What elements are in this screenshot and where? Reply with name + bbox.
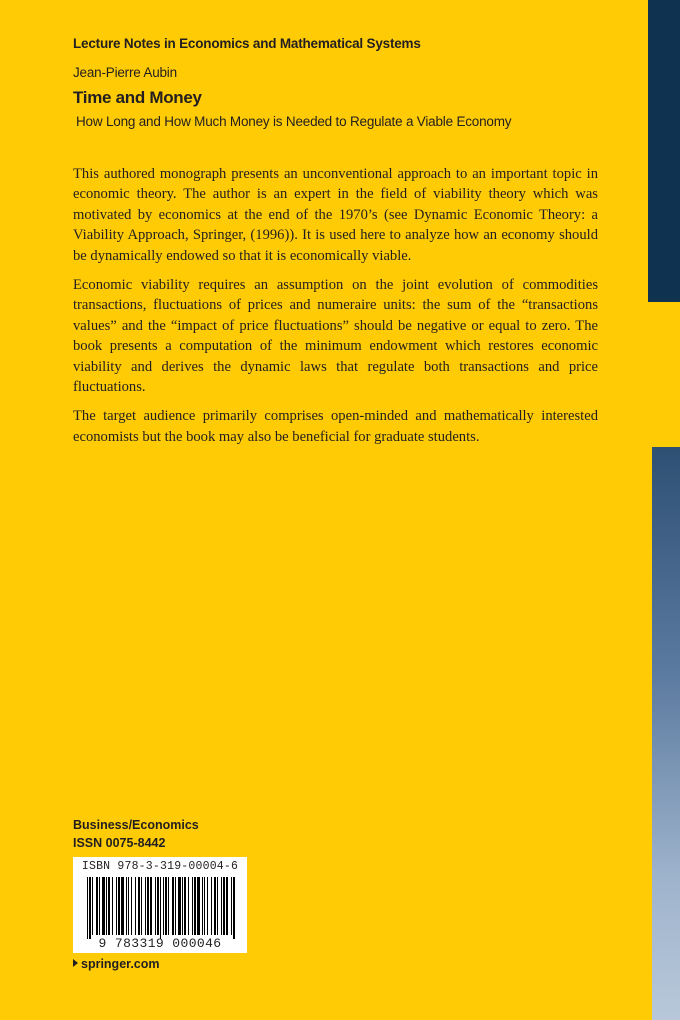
book-subtitle: How Long and How Much Money is Needed to Regulate a Viable Economy xyxy=(76,114,512,129)
spine-band-dark xyxy=(648,0,680,302)
blurb-paragraph-3: The target audience primarily comprises open-minded and mathematically interested economists but the book may also be beneficial for graduate students. xyxy=(73,408,598,445)
ean-number: 9 783319 000046 xyxy=(98,936,222,951)
blurb-paragraph-2: Economic viability requires an assumption on the joint evolution of commodities transactions, fluctuations of prices and numeraire units: the sum of the “transactions values” and the “impact of price fluctuations” should be negative or equal to zero. The book presents a computation of the minimum endowment which restores economic viability and derives the dynamic laws that regulate both transactions and price fluctuations. xyxy=(73,277,598,396)
publisher-link-label: springer.com xyxy=(81,957,160,971)
spine-band-gradient xyxy=(652,447,680,1020)
book-title: Time and Money xyxy=(73,88,202,107)
barcode xyxy=(73,857,247,953)
arrow-right-icon xyxy=(73,959,78,967)
subject-category: Business/Economics xyxy=(73,818,199,832)
publisher-link[interactable] xyxy=(73,957,160,971)
series-title: Lecture Notes in Economics and Mathematical Systems xyxy=(73,36,421,51)
blurb-paragraph-1: This authored monograph presents an unconventional approach to an important topic in economic theory. The author is an expert in the field of viability theory which was motivated by economics at the end of the 1970’s (see Dynamic Economic Theory: a Viability Approach, Springer, (1996)). It is used here to analyze how an economy should be dynamically endowed so that it is economically viable. xyxy=(73,166,598,264)
author-name: Jean-Pierre Aubin xyxy=(73,65,177,80)
isbn-number: ISBN 978-3-319-00004-6 xyxy=(81,860,239,873)
blurb xyxy=(73,164,598,456)
issn-number: ISSN 0075-8442 xyxy=(73,836,166,850)
